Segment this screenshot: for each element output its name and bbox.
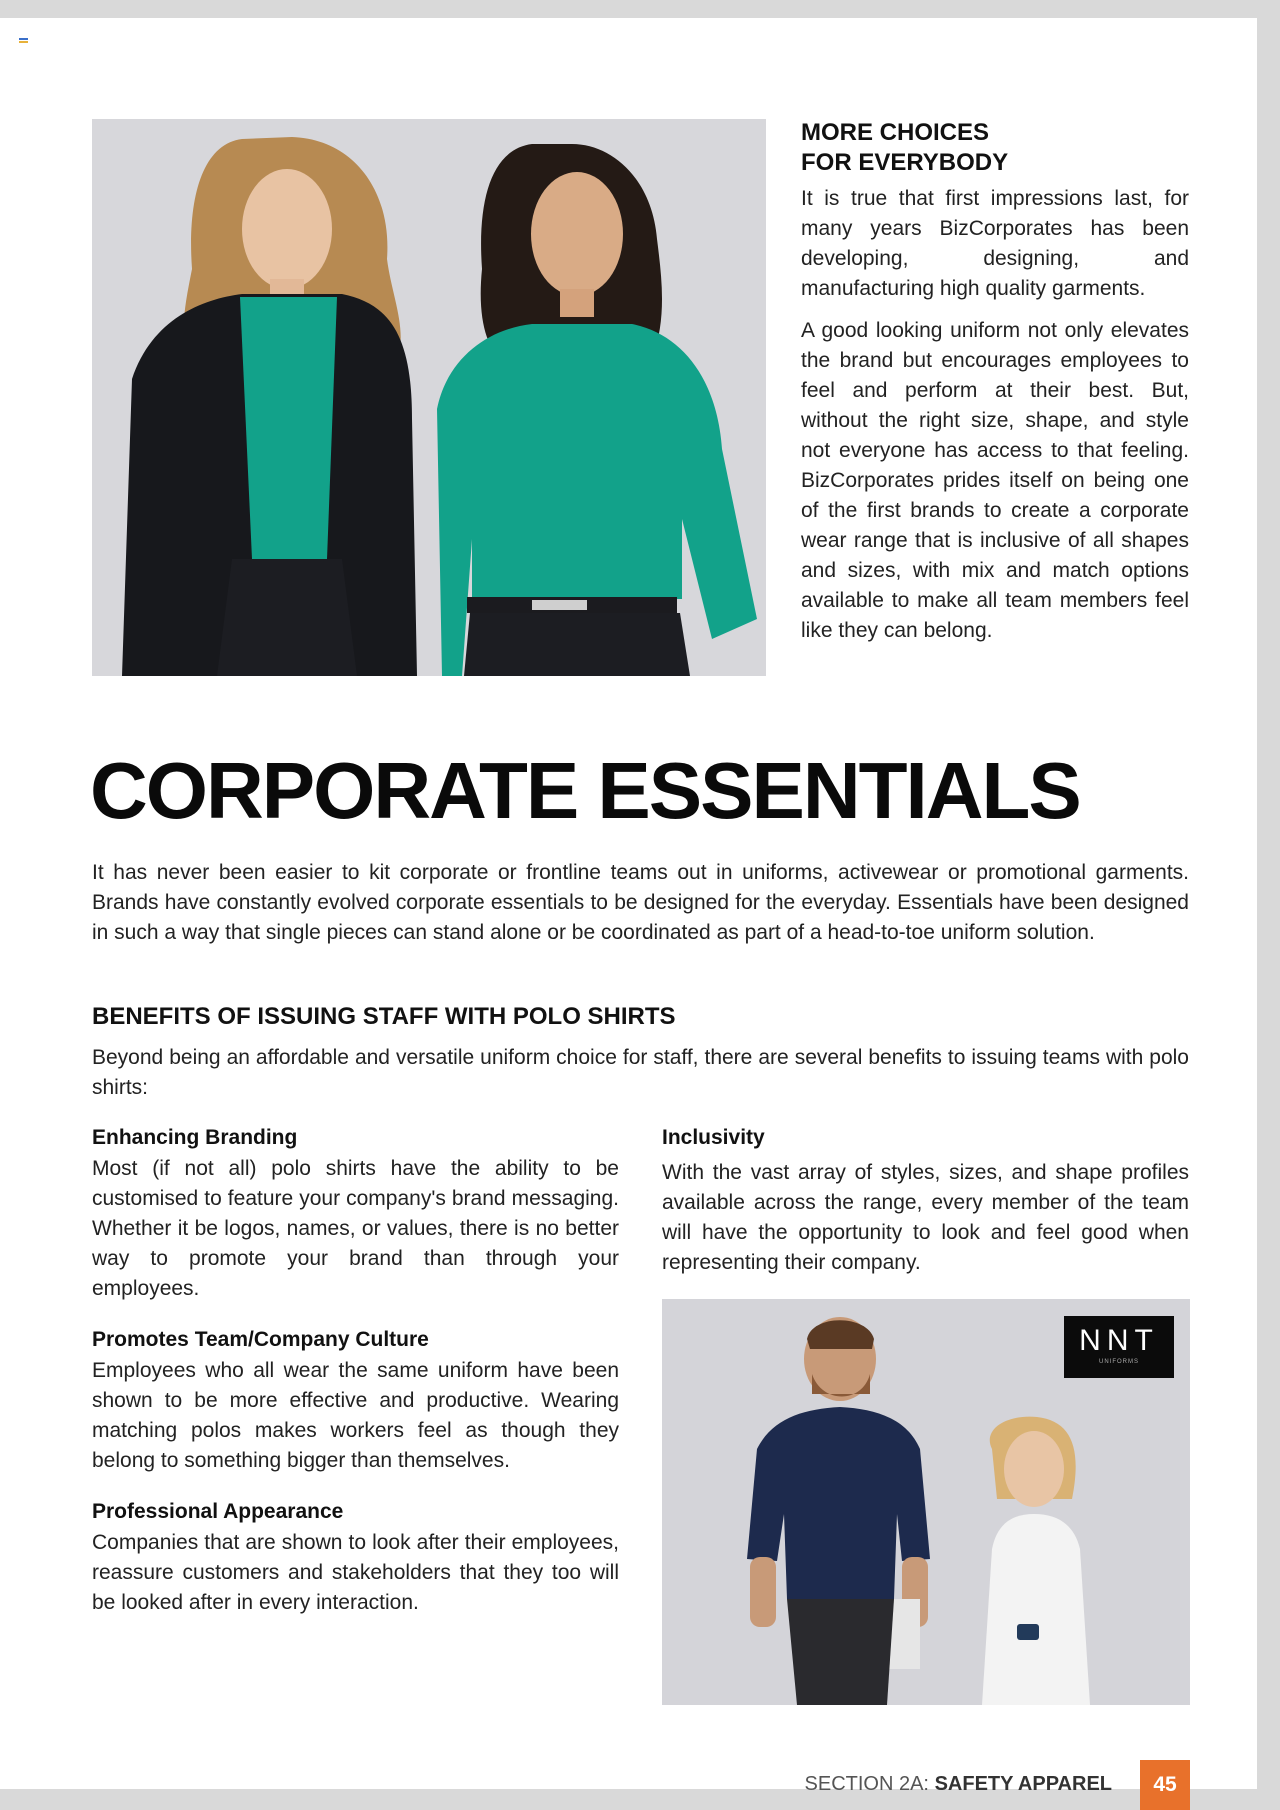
nnt-logo <box>1064 1316 1174 1378</box>
corner-mark-icon <box>19 38 28 44</box>
more-choices-heading-line2: FOR EVERYBODY <box>801 149 1009 176</box>
benefit-team-culture <box>92 1326 619 1476</box>
benefit-enhancing-branding <box>92 1124 619 1304</box>
corporate-essentials-intro: It has never been easier to kit corporate or frontline teams out in uniforms, activewear or promotional garments. Brands have constantly evolved corporate essentials to be designed for the everyday. Essentials have been designed in such a way that single pieces can stand alone or be coordinated as part of a head-to-toe uniform solution. <box>92 861 1189 944</box>
nnt-logo-tag: UNIFORMS <box>1099 1359 1139 1365</box>
photo-two-women-illustration <box>92 119 766 676</box>
page-title: CORPORATE ESSENTIALS <box>90 746 1080 835</box>
photo-polo-staff <box>662 1299 1190 1705</box>
more-choices-column <box>801 118 1189 658</box>
photo-two-women-corporate <box>92 119 766 676</box>
benefit-title: Professional Appearance <box>92 1500 344 1523</box>
catalog-page <box>0 18 1257 1796</box>
benefit-text: Most (if not all) polo shirts have the ability to be customised to feature your company's brand messaging. Whether it be logos, names, or values, there is no better way to promote your brand than through your employees. <box>92 1157 619 1300</box>
benefit-text: With the vast array of styles, sizes, and shape profiles available across the range, every member of the team will have the opportunity to look and feel good when representing their company. <box>662 1161 1189 1274</box>
benefits-heading: BENEFITS OF ISSUING STAFF WITH POLO SHIRTS <box>92 1003 676 1030</box>
page-footer <box>700 1760 1190 1810</box>
benefits-left-column <box>92 1124 619 1640</box>
benefit-text: Employees who all wear the same uniform have been shown to be more effective and productive. Wearing matching polos makes workers feel as though they belong to something bigger than themselves. <box>92 1359 619 1472</box>
benefit-title: Enhancing Branding <box>92 1126 298 1149</box>
benefit-inclusivity <box>662 1124 1189 1278</box>
benefits-intro: Beyond being an affordable and versatile uniform choice for staff, there are several benefits to issuing teams with polo shirts: <box>92 1046 1189 1099</box>
more-choices-heading-line1: MORE CHOICES <box>801 119 990 146</box>
more-choices-heading <box>801 118 1189 178</box>
footer-section-prefix: SECTION 2A: <box>804 1773 929 1795</box>
benefit-text: Companies that are shown to look after their employees, reassure customers and stakeholders that they too will be looked after in every interaction. <box>92 1531 619 1614</box>
benefit-professional-appearance <box>92 1498 619 1618</box>
page-number: 45 <box>1140 1760 1190 1810</box>
nnt-logo-brand: NNT <box>1079 1324 1159 1357</box>
footer-section-label <box>805 1773 1112 1796</box>
more-choices-paragraph-2: A good looking uniform not only elevates the brand but encourages employees to feel and perform at their best. But, without the right size, shape, and style not everyone has access to that feeling. BizCorporates prides itself on being one of the first brands to create a corporate wear range that is inclusive of all shapes and sizes, with mix and match options available to make all team members feel like they can belong. <box>801 319 1189 642</box>
benefit-title: Promotes Team/Company Culture <box>92 1328 429 1351</box>
more-choices-paragraph-1: It is true that first impressions last, for many years BizCorporates has been developing, designing, and manufacturing high quality garments. <box>801 187 1189 300</box>
benefits-right-column <box>662 1124 1189 1300</box>
footer-section-name: SAFETY APPAREL <box>934 1773 1112 1795</box>
benefit-title: Inclusivity <box>662 1126 765 1149</box>
